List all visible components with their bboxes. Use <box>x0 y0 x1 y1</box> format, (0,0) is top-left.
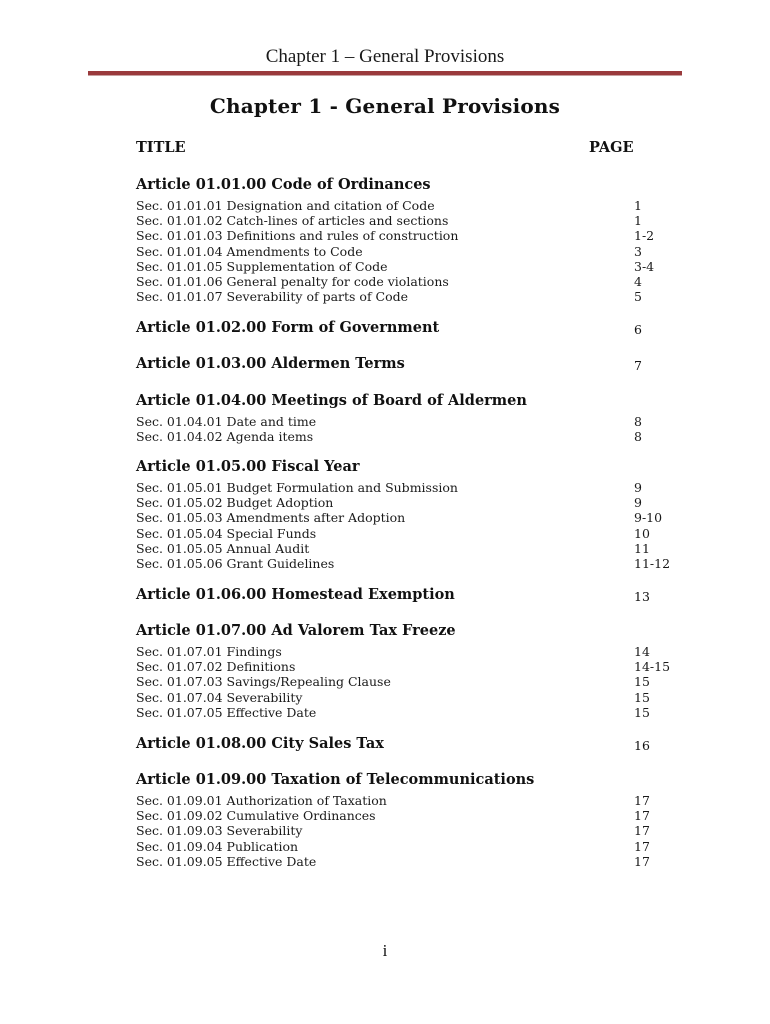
section-page-number: 10 <box>634 525 650 541</box>
article-heading <box>136 586 696 603</box>
section-row <box>136 480 696 495</box>
article-heading <box>136 176 696 193</box>
section-row <box>136 793 696 808</box>
section-page-number: 1-2 <box>634 228 655 244</box>
section-row <box>136 674 696 689</box>
section-row <box>136 495 696 510</box>
section-label: Sec. 01.01.07 Severability of parts of Code <box>136 289 409 305</box>
section-row <box>136 244 696 259</box>
section-label: Sec. 01.07.05 Effective Date <box>136 704 317 720</box>
section-row <box>136 526 696 541</box>
section-page-number: 9 <box>634 495 642 511</box>
section-label: Sec. 01.05.01 Budget Formulation and Submission <box>136 480 458 495</box>
article-heading-text: Article 01.03.00 Aldermen Terms <box>136 355 405 372</box>
section-row <box>136 839 696 854</box>
running-header: Chapter 1 – General Provisions <box>265 46 505 67</box>
section-page-number: 9-10 <box>634 510 663 526</box>
section-page-number: 15 <box>634 704 650 720</box>
section-row <box>136 274 696 289</box>
article-heading <box>136 319 696 336</box>
section-page-number: 3 <box>634 243 642 259</box>
section-row <box>136 556 696 571</box>
section-label: Sec. 01.07.02 Definitions <box>136 659 296 675</box>
article-heading-text: Article 01.07.00 Ad Valorem Tax Freeze <box>136 622 456 639</box>
section-row <box>136 228 696 243</box>
section-page-number: 5 <box>634 289 642 305</box>
section-label: Sec. 01.01.02 Catch-lines of articles and sections <box>136 213 449 229</box>
section-label: Sec. 01.09.02 Cumulative Ordinances <box>136 808 376 824</box>
article-page-number: 7 <box>634 358 642 373</box>
section-label: Sec. 01.07.01 Findings <box>136 644 282 659</box>
section-label: Sec. 01.04.02 Agenda items <box>136 429 314 445</box>
page-title: Chapter 1 - General Provisions <box>209 94 561 118</box>
article-heading <box>136 355 696 372</box>
section-page-number: 1 <box>634 198 642 213</box>
article-heading-text: Article 01.08.00 City Sales Tax <box>136 735 384 752</box>
section-page-number: 11 <box>634 540 650 556</box>
section-row <box>136 705 696 720</box>
section-row <box>136 808 696 823</box>
section-row <box>136 198 696 213</box>
article-heading-text: Article 01.05.00 Fiscal Year <box>136 458 360 475</box>
section-label: Sec. 01.01.06 General penalty for code violations <box>136 274 449 289</box>
section-page-number: 11-12 <box>634 556 671 571</box>
article-heading <box>136 458 696 475</box>
section-label: Sec. 01.01.03 Definitions and rules of construction <box>136 228 459 244</box>
section-page-number: 17 <box>634 808 650 824</box>
section-label: Sec. 01.07.03 Savings/Repealing Clause <box>136 674 391 690</box>
section-row <box>136 659 696 674</box>
section-page-number: 9 <box>634 480 642 495</box>
section-label: Sec. 01.07.04 Severability <box>136 689 303 705</box>
article-page-number: 13 <box>634 589 650 604</box>
section-row <box>136 823 696 838</box>
section-label: Sec. 01.01.01 Designation and citation of Code <box>136 198 435 213</box>
article-heading <box>136 622 696 639</box>
section-label: Sec. 01.05.03 Amendments after Adoption <box>136 510 406 526</box>
section-page-number: 4 <box>634 274 642 289</box>
section-page-number: 15 <box>634 674 650 690</box>
section-row <box>136 289 696 304</box>
article-heading-text: Article 01.09.00 Taxation of Telecommunications <box>136 771 535 788</box>
section-label: Sec. 01.05.05 Annual Audit <box>136 540 310 556</box>
section-row <box>136 213 696 228</box>
column-header-page: PAGE <box>589 139 634 156</box>
header-rule <box>88 71 682 76</box>
footer-page-number: i <box>382 941 388 960</box>
section-row <box>136 429 696 444</box>
section-page-number: 8 <box>634 414 642 429</box>
article-heading-text: Article 01.02.00 Form of Government <box>136 319 440 336</box>
section-page-number: 1 <box>634 213 642 229</box>
section-row <box>136 690 696 705</box>
section-row <box>136 510 696 525</box>
article-heading <box>136 735 696 752</box>
section-label: Sec. 01.05.04 Special Funds <box>136 525 317 541</box>
section-label: Sec. 01.04.01 Date and time <box>136 414 317 429</box>
section-label: Sec. 01.09.03 Severability <box>136 823 303 839</box>
article-heading-text: Article 01.06.00 Homestead Exemption <box>136 586 455 603</box>
section-page-number: 17 <box>634 793 650 808</box>
section-page-number: 17 <box>634 853 650 869</box>
article-heading-text: Article 01.04.00 Meetings of Board of Aldermen <box>136 392 527 409</box>
article-page-number: 6 <box>634 322 642 337</box>
section-label: Sec. 01.05.06 Grant Guidelines <box>136 556 335 571</box>
section-label: Sec. 01.09.01 Authorization of Taxation <box>136 793 387 808</box>
section-row <box>136 414 696 429</box>
section-row <box>136 541 696 556</box>
section-page-number: 3-4 <box>634 258 655 274</box>
section-page-number: 14-15 <box>634 659 671 675</box>
column-header-title: TITLE <box>136 139 186 156</box>
section-page-number: 8 <box>634 429 642 445</box>
section-page-number: 17 <box>634 823 650 839</box>
section-row <box>136 854 696 869</box>
article-heading <box>136 392 696 409</box>
section-label: Sec. 01.09.05 Effective Date <box>136 853 317 869</box>
article-heading <box>136 771 696 788</box>
section-page-number: 15 <box>634 689 650 705</box>
article-heading-text: Article 01.01.00 Code of Ordinances <box>136 176 431 193</box>
section-label: Sec. 01.01.05 Supplementation of Code <box>136 258 388 274</box>
section-label: Sec. 01.01.04 Amendments to Code <box>136 243 363 259</box>
section-label: Sec. 01.09.04 Publication <box>136 838 299 854</box>
article-page-number: 16 <box>634 738 650 753</box>
section-row <box>136 644 696 659</box>
section-label: Sec. 01.05.02 Budget Adoption <box>136 495 334 511</box>
section-page-number: 17 <box>634 838 650 854</box>
section-page-number: 14 <box>634 644 650 659</box>
section-row <box>136 259 696 274</box>
